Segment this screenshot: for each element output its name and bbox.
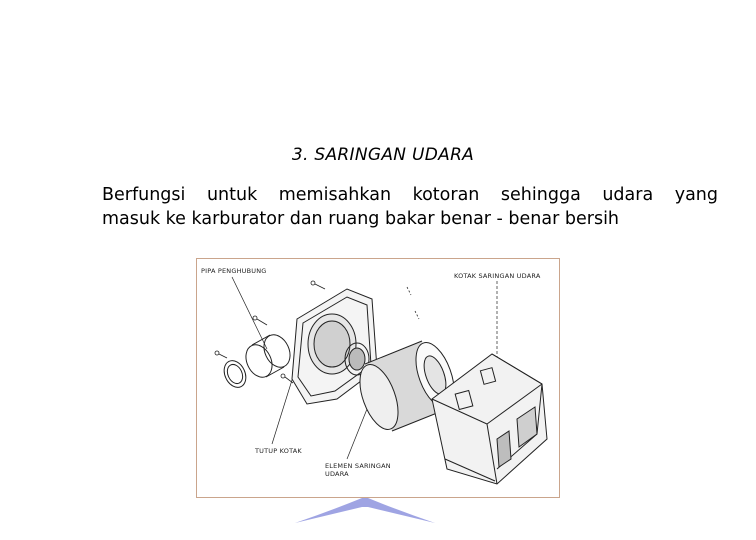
description-line-2: masuk ke karburator dan ruang bakar benar - benar bersih xyxy=(102,209,620,229)
air-filter-diagram xyxy=(196,258,560,498)
slide-title: 3. SARINGAN UDARA xyxy=(291,145,475,165)
label-elemen-saringan: ELEMEN SARINGAN UDARA xyxy=(325,462,391,478)
connector-pipe xyxy=(241,331,295,382)
description-line-1: Berfungsi untuk memisahkan kotoran sehingga udara yang xyxy=(102,185,718,205)
label-pipa-penghubung: PIPA PENGHUBUNG xyxy=(201,267,267,275)
leader-pipa xyxy=(232,277,267,349)
label-kotak-saringan: KOTAK SARINGAN UDARA xyxy=(454,272,541,280)
clamp-ring xyxy=(220,357,250,391)
watermark-decoration xyxy=(290,493,440,533)
label-tutup-kotak: TUTUP KOTAK xyxy=(255,447,302,455)
description-paragraph xyxy=(102,183,718,231)
